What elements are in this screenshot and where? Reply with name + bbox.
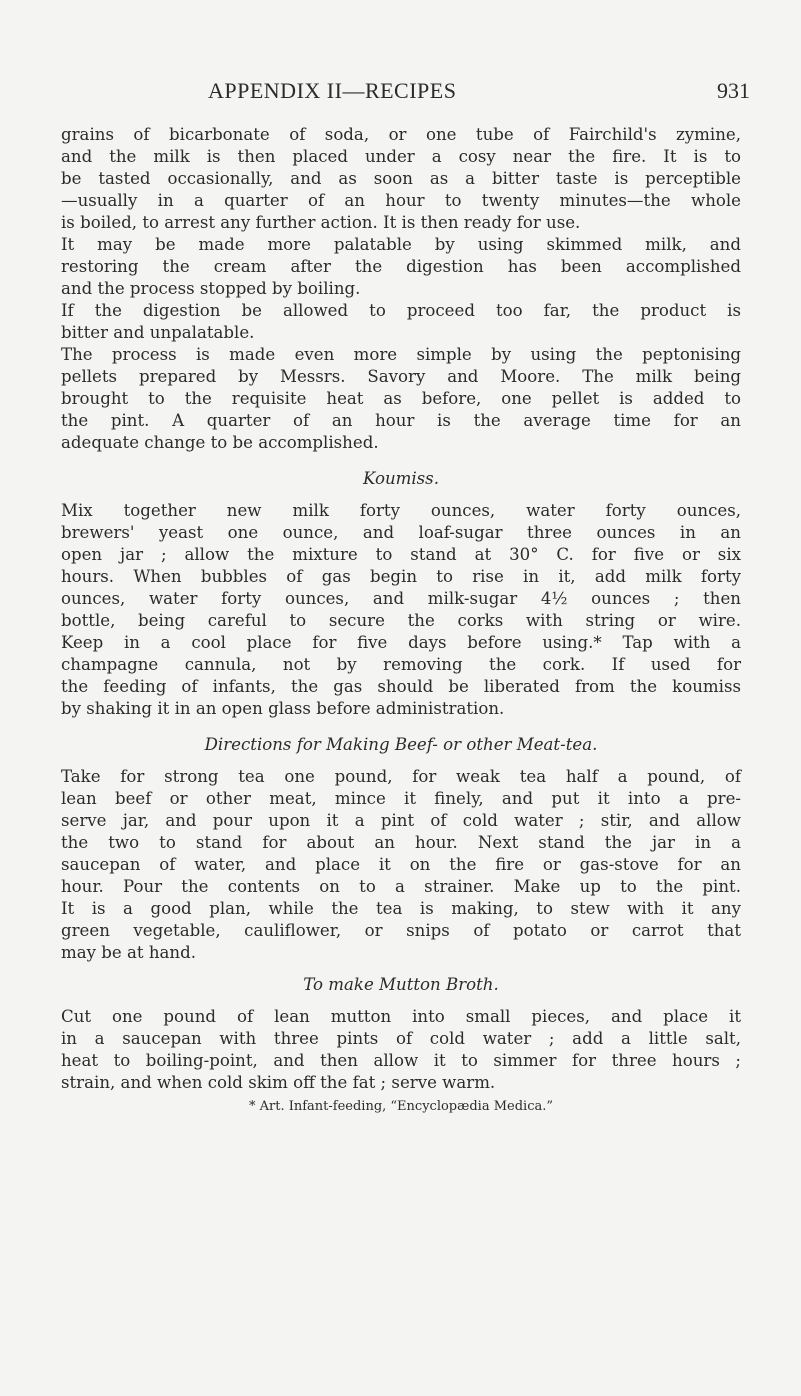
text-line: is boiled, to arrest any further action. It is then ready for use. xyxy=(61,213,581,232)
section-heading-koumiss: Koumiss. xyxy=(363,469,439,488)
spacer xyxy=(61,996,741,1006)
text-line: green vegetable, cauliflower, or snips of potato or carrot that xyxy=(61,921,741,940)
text-line: may be at hand. xyxy=(61,943,196,962)
text-line: saucepan of water, and place it on the fire or gas-stove for an xyxy=(61,855,741,874)
text-line: champagne cannula, not by removing the cork. If used for xyxy=(61,655,741,674)
text-line: and the process stopped by boiling. xyxy=(61,279,361,298)
text-line: Take for strong tea one pound, for weak tea half a pound, of xyxy=(61,767,741,786)
page-number: 931 xyxy=(717,78,750,103)
text-line: bitter and unpalatable. xyxy=(61,323,255,342)
text-line: —usually in a quarter of an hour to twenty minutes—the whole xyxy=(61,191,741,210)
text-line: hour. Pour the contents on to a strainer. Make up to the pint. xyxy=(61,877,741,896)
text-line: and the milk is then placed under a cosy near the fire. It is to xyxy=(61,147,741,166)
text-line: The process is made even more simple by using the peptonising xyxy=(61,345,741,364)
text-line: grains of bicarbonate of soda, or one tube of Fairchild's zymine, xyxy=(61,125,741,144)
spacer xyxy=(61,454,741,468)
text-line: brought to the requisite heat as before, one pellet is added to xyxy=(61,389,741,408)
section-mutton-broth xyxy=(61,1006,741,1094)
text-line: strain, and when cold skim off the fat ; serve warm. xyxy=(61,1073,496,1092)
section-beef-tea xyxy=(61,766,741,964)
text-line: the two to stand for about an hour. Next stand the jar in a xyxy=(61,833,741,852)
text-line: If the digestion be allowed to proceed too far, the product is xyxy=(61,301,741,320)
text-line: the pint. A quarter of an hour is the average time for an xyxy=(61,411,741,430)
text-line: be tasted occasionally, and as soon as a bitter taste is perceptible xyxy=(61,169,741,188)
text-line: open jar ; allow the mixture to stand at 30° C. for five or six xyxy=(61,545,741,564)
text-line: It is a good plan, while the tea is making, to stew with it any xyxy=(61,899,741,918)
text-line: adequate change to be accomplished. xyxy=(61,433,379,452)
text-line: heat to boiling-point, and then allow it to simmer for three hours ; xyxy=(61,1051,741,1070)
section-heading-beef-tea: Directions for Making Beef- or other Meat-tea. xyxy=(204,735,598,754)
text-line: lean beef or other meat, mince it finely, and put it into a pre- xyxy=(61,789,741,808)
text-line: bottle, being careful to secure the corks with string or wire. xyxy=(61,611,741,630)
text-line: restoring the cream after the digestion has been accomplished xyxy=(61,257,741,276)
text-line: serve jar, and pour upon it a pint of cold water ; stir, and allow xyxy=(61,811,741,830)
header-title: APPENDIX II—RECIPES xyxy=(208,78,457,103)
text-line: by shaking it in an open glass before administration. xyxy=(61,699,505,718)
section-heading-mutton-broth: To make Mutton Broth. xyxy=(303,975,499,994)
text-line: Keep in a cool place for five days before using.* Tap with a xyxy=(61,633,741,652)
text-line: Mix together new milk forty ounces, water forty ounces, xyxy=(61,501,741,520)
spacer xyxy=(61,720,741,734)
spacer xyxy=(61,964,741,974)
section-peptonised-milk xyxy=(61,124,741,454)
spacer xyxy=(61,490,741,500)
text-line: in a saucepan with three pints of cold water ; add a little salt, xyxy=(61,1029,741,1048)
text-line: the feeding of infants, the gas should be liberated from the koumiss xyxy=(61,677,741,696)
section-koumiss xyxy=(61,500,741,720)
text-line: brewers' yeast one ounce, and loaf-sugar three ounces in an xyxy=(61,523,741,542)
running-header xyxy=(60,78,750,108)
spacer xyxy=(61,756,741,766)
text-line: Cut one pound of lean mutton into small pieces, and place it xyxy=(61,1007,741,1026)
page-body xyxy=(61,124,741,1116)
text-line: It may be made more palatable by using skimmed milk, and xyxy=(61,235,741,254)
footnote: * Art. Infant-feeding, “Encyclopædia Medica.” xyxy=(248,1099,553,1114)
text-line: hours. When bubbles of gas begin to rise in it, add milk forty xyxy=(61,567,741,586)
text-line: pellets prepared by Messrs. Savory and Moore. The milk being xyxy=(61,367,741,386)
text-line: ounces, water forty ounces, and milk-sugar 4½ ounces ; then xyxy=(61,589,741,608)
